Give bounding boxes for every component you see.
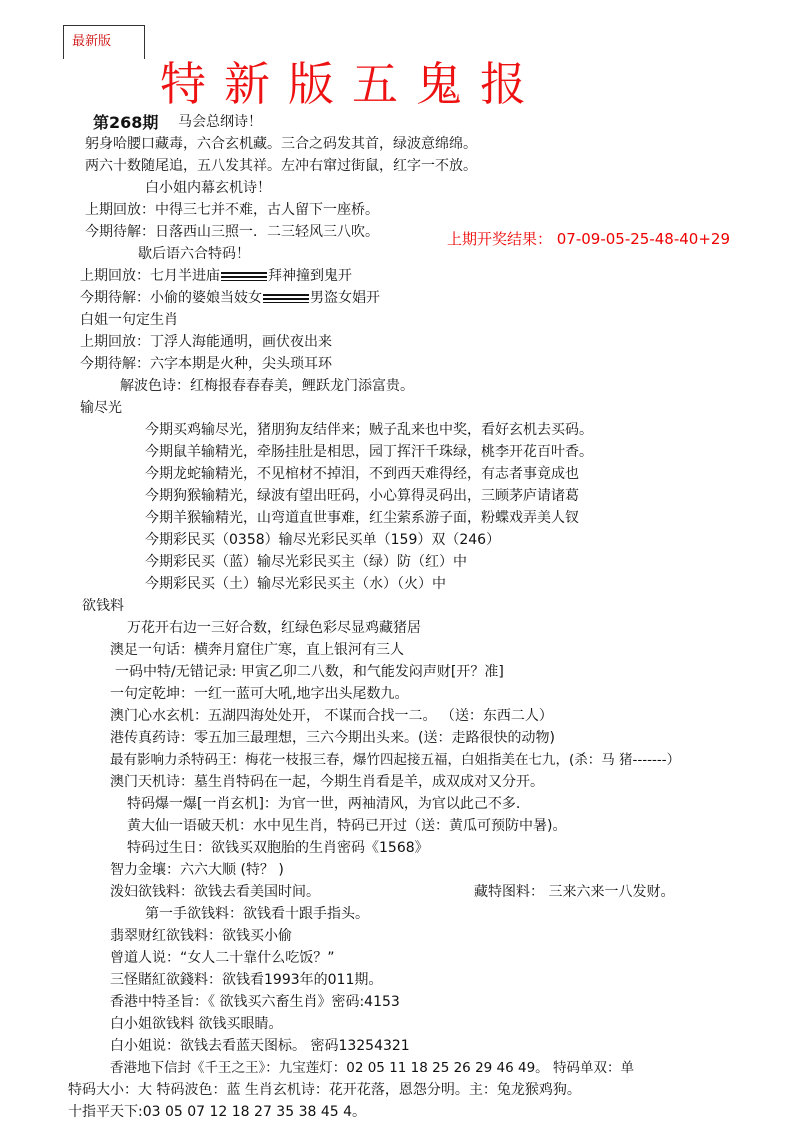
text-line: 今期龙蛇输精光，不见棺材不掉泪，不到西天难得经，有志者事竟成也 (145, 466, 579, 482)
text-line: 三怪賭紅欲錢料：欲钱看1993年的011期。 (110, 972, 383, 988)
text-line: 今期彩民买（土）输尽光彩民买主（水）（火）中 (145, 576, 446, 592)
edition-badge-label: 最新版 (72, 34, 112, 49)
text-line: 最有影响力杀特码王：梅花一枝报三春，爆竹四起接五福，白姐指美在七九，(杀：马 猪-------） (110, 752, 681, 768)
text-line: 今期待解：日落西山三照一．二三轻风三八吹。 (85, 224, 379, 240)
text-line: 澳门心水玄机：五湖四海处处开， 不谋而合找一二。 （送：东西二人） (110, 708, 553, 724)
text-line: 白小姐内幕玄机诗！ (145, 180, 271, 196)
text-line: 今期羊猴输精光，山弯道直世事难，红尘萦系游子面，粉蝶戏弄美人钗 (145, 510, 579, 526)
text-line: 黄大仙一语破天机：水中见生肖，特码已开过（送：黄瓜可预防中暑)。 (127, 818, 567, 834)
section-heading: 欲钱料 (82, 598, 124, 614)
text-line: 上期回放：中得三七并不难，古人留下一座桥。 (85, 202, 379, 218)
text-line: 白小姐欲钱料 欲钱买眼睛。 (110, 1016, 283, 1032)
censor-bars (263, 294, 309, 303)
text-line: 今期鼠羊输精光，牵肠挂肚是相思，园丁挥汗千珠绿，桃李开花百叶香。 (145, 444, 593, 460)
text-line: 今期待解：六字本期是火种，尖头琐耳环 (80, 356, 332, 372)
text-line: 今期狗猴输精光，绿波有望出旺码，小心算得灵码出，三顾茅庐请诸葛 (145, 488, 579, 504)
text-line (80, 290, 380, 306)
text-line: 今期彩民买（蓝）输尽光彩民买主（绿）防（红）中 (145, 554, 467, 570)
text-line: 白小姐说：欲钱去看蓝天图标。 密码13254321 (110, 1038, 410, 1054)
text-line: 翡翠财红欲钱料：欲钱买小偷 (110, 928, 292, 944)
text-segment: 男盗女娼开 (310, 290, 380, 306)
text-line: 一码中特/无错记录: 甲寅乙卯二八数，和气能发闷声财[开？准] (115, 664, 504, 680)
issue-title: 马会总纲诗！ (178, 114, 262, 130)
text-line: 两六十数随尾追，五八发其祥。左冲右窜过街鼠，红字一不放。 (85, 158, 477, 174)
text-segment: 今期待解：小偷的婆娘当妓女 (80, 290, 262, 306)
text-line: 香港中特圣旨：《 欲钱买六畜生肖》密码:4153 (110, 994, 400, 1010)
text-line: 解波色诗：红梅报春春春美，鲤跃龙门添富贵。 (120, 378, 414, 394)
text-line: 特码爆一爆[一肖玄机]：为官一世，两袖清风，为官以此己不多. (127, 796, 521, 812)
text-line (80, 268, 352, 284)
section-heading: 输尽光 (80, 400, 122, 416)
text-line: 白姐一句定生肖 (80, 312, 178, 328)
text-line: 澳门天机诗：墓生肖特码在一起，今期生肖看是羊，成双成对又分开。 (110, 774, 544, 790)
text-line: 泼妇欲钱料：欲钱去看美国时间。 (110, 884, 320, 900)
text-line: 特码过生日：欲钱买双胞胎的生肖密码《1568》 (127, 840, 429, 856)
issue-number: 第268期 (93, 113, 159, 132)
page-title: 特新版五鬼报 (160, 57, 544, 111)
text-line: 澳足一句话：横奔月窟住广寒，直上银河有三人 (110, 642, 404, 658)
text-line: 藏特图料： 三来六来一八发财。 (474, 884, 675, 900)
text-line: 曾道人说：“女人二十靠什么吃饭？” (110, 950, 335, 966)
text-line: 今期买鸡输尽光，猪朋狗友结伴来；贼子乱来也中奖，看好玄机去买码。 (145, 422, 593, 438)
text-line: 港传真药诗：零五加三最理想，三六今期出头来。(送：走路很快的动物) (110, 730, 555, 746)
text-segment: 上期回放：七月半进庙 (80, 268, 220, 284)
text-line: 躬身哈腰口藏毒，六合玄机藏。三合之码发其首，绿波意绵绵。 (85, 136, 477, 152)
last-result: 上期开奖结果： 07-09-05-25-48-40+29 (447, 230, 731, 248)
text-line: 第一手欲钱料：欲钱看十跟手指头。 (145, 906, 369, 922)
text-line: 歇后语六合特码！ (138, 246, 250, 262)
text-line: 香港地下信封《千王之王》：九宝莲灯：02 05 11 18 25 26 29 46 49。 特码单双：单 (110, 1060, 634, 1076)
text-line: 今期彩民买（0358）输尽光彩民买单（159）双（246） (145, 532, 501, 548)
text-line: 十指平天下:03 05 07 12 18 27 35 38 45 4。 (68, 1104, 367, 1120)
censor-bars (221, 272, 267, 281)
text-line: 智力金壤：六六大顺 (特？ ) (110, 862, 284, 878)
edition-badge (63, 25, 145, 59)
text-line: 万花开右边一三好合数，红绿色彩尽显鸡藏猪居 (127, 620, 421, 636)
text-line: 特码大小：大 特码波色：蓝 生肖玄机诗：花开花落，恩怨分明。主：兔龙猴鸡狗。 (68, 1082, 581, 1098)
text-segment: 拜神撞到鬼开 (268, 268, 352, 284)
text-line: 上期回放：丁浮人海能通明，画伏夜出来 (80, 334, 332, 350)
text-line: 一句定乾坤：一红一蓝可大吼,地字出头尾数九。 (110, 686, 409, 702)
